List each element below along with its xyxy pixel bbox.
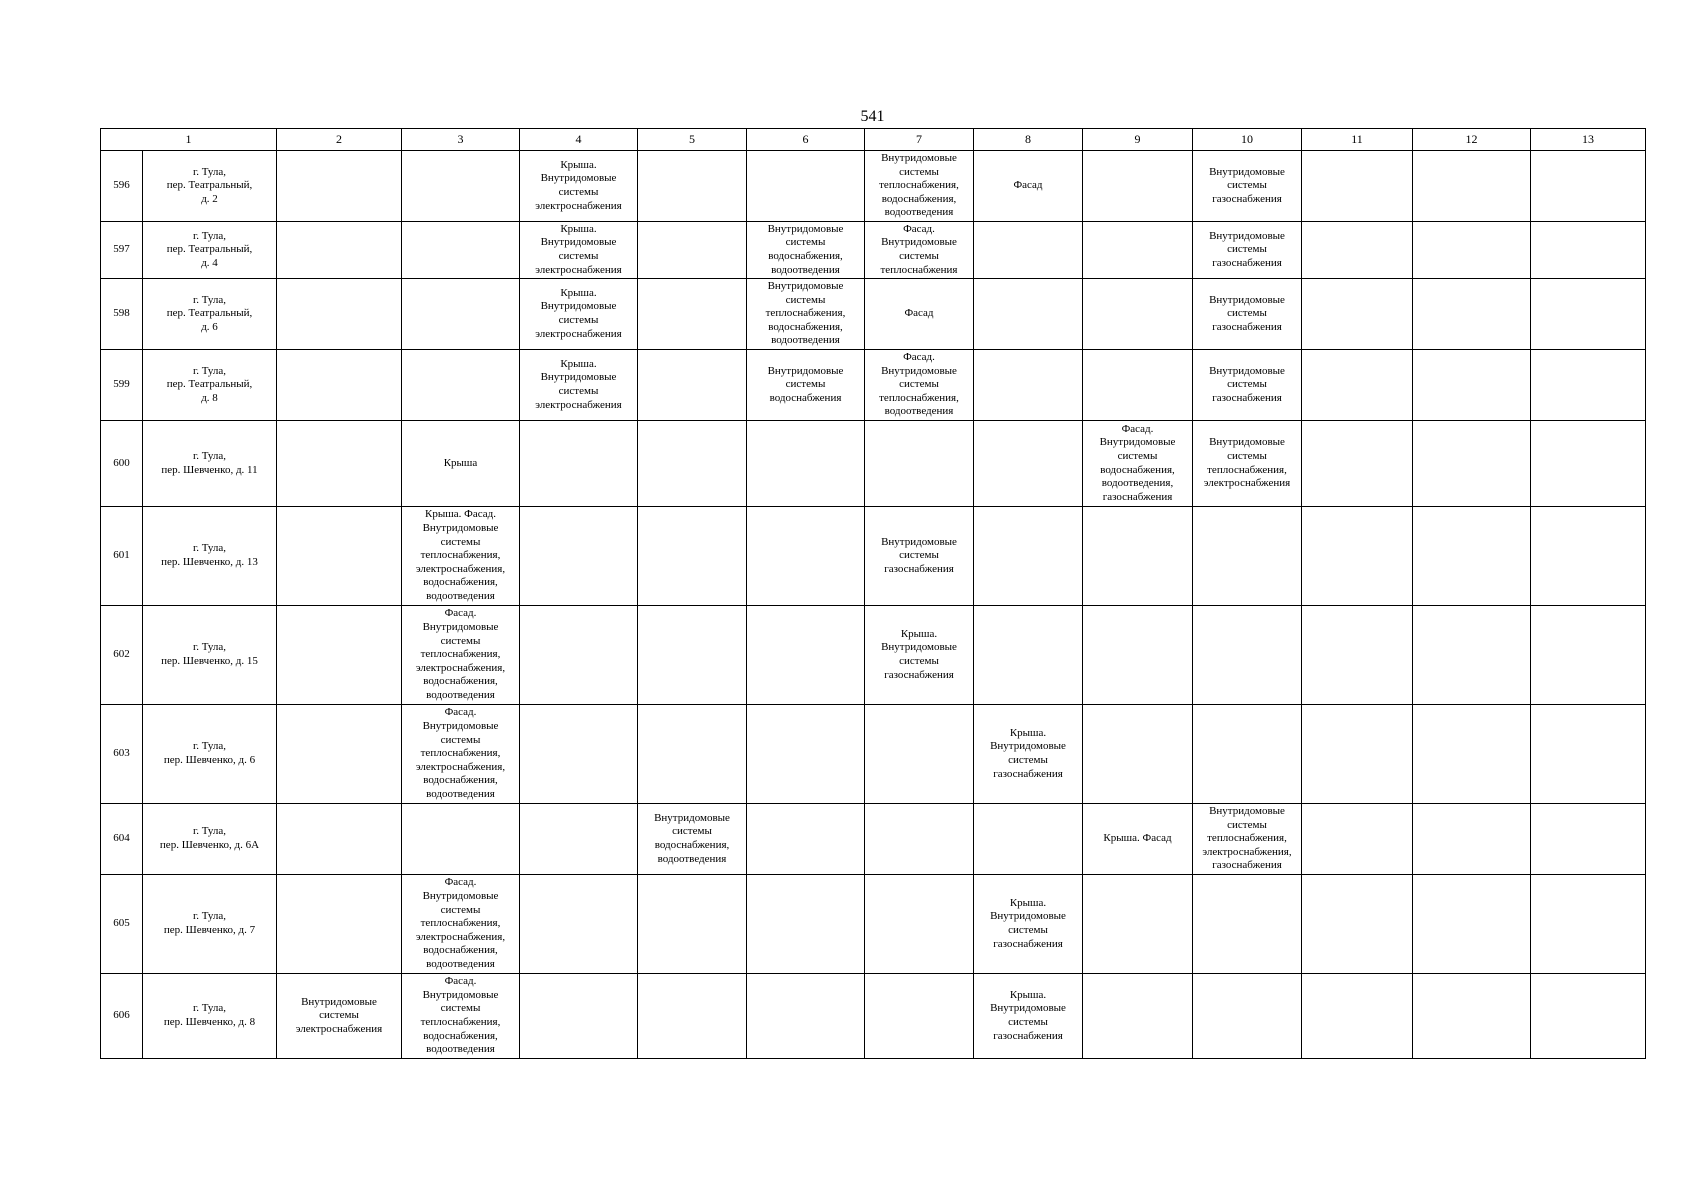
column-header: 9 xyxy=(1083,129,1193,151)
work-cell-col-12 xyxy=(1413,974,1531,1059)
repair-schedule-table xyxy=(100,128,1646,1059)
row-number: 598 xyxy=(101,279,143,350)
work-cell-col-7: Фасад. Внутридомовые системы теплоснабжения, водоотведения xyxy=(865,350,974,421)
work-cell-col-4: Крыша. Внутридомовые системы электроснабжения xyxy=(520,222,638,279)
work-cell-col-5: Внутридомовые системы водоснабжения, водоотведения xyxy=(638,804,747,875)
work-cell-col-4: Крыша. Внутридомовые системы электроснабжения xyxy=(520,279,638,350)
work-cell-col-3 xyxy=(402,151,520,222)
table-row xyxy=(101,606,1646,705)
work-cell-col-3: Крыша. Фасад. Внутридомовые системы теплоснабжения, электроснабжения, водоснабжения, водоотведения xyxy=(402,507,520,606)
work-cell-col-13 xyxy=(1531,507,1646,606)
work-cell-col-10: Внутридомовые системы газоснабжения xyxy=(1193,222,1302,279)
table-body xyxy=(101,151,1646,1059)
work-cell-col-8: Фасад xyxy=(974,151,1083,222)
work-cell-col-4 xyxy=(520,875,638,974)
table-row xyxy=(101,279,1646,350)
address-cell: г. Тула, пер. Шевченко, д. 13 xyxy=(143,507,277,606)
work-cell-col-10: Внутридомовые системы теплоснабжения, электроснабжения xyxy=(1193,421,1302,507)
work-cell-col-10: Внутридомовые системы газоснабжения xyxy=(1193,279,1302,350)
work-cell-col-8: Крыша. Внутридомовые системы газоснабжения xyxy=(974,974,1083,1059)
work-cell-col-7 xyxy=(865,705,974,804)
column-header: 7 xyxy=(865,129,974,151)
work-cell-col-2 xyxy=(277,606,402,705)
row-number: 599 xyxy=(101,350,143,421)
work-cell-col-11 xyxy=(1302,222,1413,279)
work-cell-col-3: Фасад. Внутридомовые системы теплоснабжения, электроснабжения, водоснабжения, водоотведения xyxy=(402,606,520,705)
table-row xyxy=(101,705,1646,804)
work-cell-col-13 xyxy=(1531,421,1646,507)
work-cell-col-11 xyxy=(1302,279,1413,350)
address-cell: г. Тула, пер. Шевченко, д. 8 xyxy=(143,974,277,1059)
table-row xyxy=(101,222,1646,279)
work-cell-col-12 xyxy=(1413,279,1531,350)
row-number: 600 xyxy=(101,421,143,507)
work-cell-col-5 xyxy=(638,507,747,606)
work-cell-col-12 xyxy=(1413,606,1531,705)
work-cell-col-5 xyxy=(638,606,747,705)
work-cell-col-7 xyxy=(865,804,974,875)
work-cell-col-10 xyxy=(1193,974,1302,1059)
work-cell-col-3: Фасад. Внутридомовые системы теплоснабжения, электроснабжения, водоснабжения, водоотведения xyxy=(402,875,520,974)
work-cell-col-2 xyxy=(277,705,402,804)
work-cell-col-2 xyxy=(277,875,402,974)
work-cell-col-6 xyxy=(747,705,865,804)
work-cell-col-13 xyxy=(1531,606,1646,705)
work-cell-col-3 xyxy=(402,222,520,279)
work-cell-col-9 xyxy=(1083,875,1193,974)
work-cell-col-7 xyxy=(865,974,974,1059)
work-cell-col-8 xyxy=(974,279,1083,350)
column-header: 3 xyxy=(402,129,520,151)
work-cell-col-9 xyxy=(1083,974,1193,1059)
work-cell-col-10 xyxy=(1193,507,1302,606)
work-cell-col-6 xyxy=(747,421,865,507)
work-cell-col-12 xyxy=(1413,222,1531,279)
work-cell-col-3 xyxy=(402,350,520,421)
work-cell-col-6 xyxy=(747,606,865,705)
work-cell-col-11 xyxy=(1302,606,1413,705)
work-cell-col-8: Крыша. Внутридомовые системы газоснабжения xyxy=(974,705,1083,804)
table-row xyxy=(101,804,1646,875)
work-cell-col-4 xyxy=(520,705,638,804)
work-cell-col-2 xyxy=(277,350,402,421)
work-cell-col-13 xyxy=(1531,151,1646,222)
work-cell-col-12 xyxy=(1413,151,1531,222)
address-cell: г. Тула, пер. Шевченко, д. 6 xyxy=(143,705,277,804)
table-row xyxy=(101,421,1646,507)
work-cell-col-12 xyxy=(1413,705,1531,804)
work-cell-col-12 xyxy=(1413,350,1531,421)
work-cell-col-10 xyxy=(1193,875,1302,974)
work-cell-col-3: Крыша xyxy=(402,421,520,507)
row-number: 596 xyxy=(101,151,143,222)
address-cell: г. Тула, пер. Шевченко, д. 6А xyxy=(143,804,277,875)
work-cell-col-3 xyxy=(402,804,520,875)
work-cell-col-4 xyxy=(520,421,638,507)
work-cell-col-10: Внутридомовые системы газоснабжения xyxy=(1193,151,1302,222)
work-cell-col-5 xyxy=(638,974,747,1059)
work-cell-col-10 xyxy=(1193,606,1302,705)
work-cell-col-8 xyxy=(974,804,1083,875)
row-number: 603 xyxy=(101,705,143,804)
column-header: 5 xyxy=(638,129,747,151)
address-cell: г. Тула, пер. Театральный, д. 8 xyxy=(143,350,277,421)
row-number: 605 xyxy=(101,875,143,974)
column-header: 4 xyxy=(520,129,638,151)
work-cell-col-5 xyxy=(638,350,747,421)
work-cell-col-6: Внутридомовые системы водоснабжения xyxy=(747,350,865,421)
row-number: 597 xyxy=(101,222,143,279)
work-cell-col-2 xyxy=(277,804,402,875)
work-cell-col-2 xyxy=(277,279,402,350)
work-cell-col-8 xyxy=(974,222,1083,279)
work-cell-col-11 xyxy=(1302,875,1413,974)
work-cell-col-13 xyxy=(1531,705,1646,804)
work-cell-col-12 xyxy=(1413,875,1531,974)
work-cell-col-7: Фасад xyxy=(865,279,974,350)
work-cell-col-10: Внутридомовые системы теплоснабжения, электроснабжения, газоснабжения xyxy=(1193,804,1302,875)
work-cell-col-8 xyxy=(974,606,1083,705)
page-number: 541 xyxy=(860,108,885,125)
work-cell-col-13 xyxy=(1531,974,1646,1059)
table-row xyxy=(101,350,1646,421)
work-cell-col-4 xyxy=(520,804,638,875)
column-header: 1 xyxy=(101,129,277,151)
work-cell-col-10: Внутридомовые системы газоснабжения xyxy=(1193,350,1302,421)
work-cell-col-5 xyxy=(638,151,747,222)
table-row xyxy=(101,974,1646,1059)
work-cell-col-2 xyxy=(277,222,402,279)
address-cell: г. Тула, пер. Шевченко, д. 7 xyxy=(143,875,277,974)
work-cell-col-12 xyxy=(1413,804,1531,875)
work-cell-col-5 xyxy=(638,279,747,350)
work-cell-col-4 xyxy=(520,606,638,705)
work-cell-col-3 xyxy=(402,279,520,350)
work-cell-col-13 xyxy=(1531,350,1646,421)
work-cell-col-9 xyxy=(1083,507,1193,606)
column-header: 11 xyxy=(1302,129,1413,151)
work-cell-col-13 xyxy=(1531,875,1646,974)
work-cell-col-7: Крыша. Внутридомовые системы газоснабжения xyxy=(865,606,974,705)
work-cell-col-9 xyxy=(1083,222,1193,279)
work-cell-col-3: Фасад. Внутридомовые системы теплоснабжения, водоснабжения, водоотведения xyxy=(402,974,520,1059)
table-row xyxy=(101,507,1646,606)
work-cell-col-10 xyxy=(1193,705,1302,804)
work-cell-col-9: Фасад. Внутридомовые системы водоснабжения, водоотведения, газоснабжения xyxy=(1083,421,1193,507)
work-cell-col-9 xyxy=(1083,606,1193,705)
address-cell: г. Тула, пер. Театральный, д. 4 xyxy=(143,222,277,279)
work-cell-col-2 xyxy=(277,507,402,606)
work-cell-col-11 xyxy=(1302,350,1413,421)
work-cell-col-2: Внутридомовые системы электроснабжения xyxy=(277,974,402,1059)
work-cell-col-8 xyxy=(974,507,1083,606)
work-cell-col-4 xyxy=(520,974,638,1059)
work-cell-col-7: Фасад. Внутридомовые системы теплоснабжения xyxy=(865,222,974,279)
work-cell-col-3: Фасад. Внутридомовые системы теплоснабжения, электроснабжения, водоснабжения, водоотведения xyxy=(402,705,520,804)
work-cell-col-11 xyxy=(1302,507,1413,606)
work-cell-col-7 xyxy=(865,421,974,507)
work-cell-col-8 xyxy=(974,421,1083,507)
work-cell-col-9 xyxy=(1083,279,1193,350)
column-header: 8 xyxy=(974,129,1083,151)
work-cell-col-2 xyxy=(277,151,402,222)
table-row xyxy=(101,151,1646,222)
work-cell-col-13 xyxy=(1531,804,1646,875)
work-cell-col-5 xyxy=(638,705,747,804)
work-cell-col-2 xyxy=(277,421,402,507)
column-header: 13 xyxy=(1531,129,1646,151)
work-cell-col-13 xyxy=(1531,279,1646,350)
column-header: 12 xyxy=(1413,129,1531,151)
work-cell-col-5 xyxy=(638,222,747,279)
work-cell-col-9 xyxy=(1083,350,1193,421)
row-number: 601 xyxy=(101,507,143,606)
work-cell-col-6 xyxy=(747,151,865,222)
work-cell-col-11 xyxy=(1302,804,1413,875)
address-cell: г. Тула, пер. Театральный, д. 2 xyxy=(143,151,277,222)
work-cell-col-6 xyxy=(747,974,865,1059)
work-cell-col-12 xyxy=(1413,507,1531,606)
work-cell-col-11 xyxy=(1302,705,1413,804)
address-cell: г. Тула, пер. Шевченко, д. 11 xyxy=(143,421,277,507)
row-number: 602 xyxy=(101,606,143,705)
work-cell-col-7: Внутридомовые системы газоснабжения xyxy=(865,507,974,606)
work-cell-col-6 xyxy=(747,875,865,974)
work-cell-col-11 xyxy=(1302,421,1413,507)
work-cell-col-9 xyxy=(1083,151,1193,222)
work-cell-col-4: Крыша. Внутридомовые системы электроснабжения xyxy=(520,151,638,222)
work-cell-col-6 xyxy=(747,507,865,606)
work-cell-col-6: Внутридомовые системы водоснабжения, водоотведения xyxy=(747,222,865,279)
address-cell: г. Тула, пер. Театральный, д. 6 xyxy=(143,279,277,350)
header-row xyxy=(101,129,1646,151)
work-cell-col-4: Крыша. Внутридомовые системы электроснабжения xyxy=(520,350,638,421)
table-row xyxy=(101,875,1646,974)
work-cell-col-4 xyxy=(520,507,638,606)
work-cell-col-6 xyxy=(747,804,865,875)
table-header xyxy=(101,129,1646,151)
column-header: 6 xyxy=(747,129,865,151)
work-cell-col-6: Внутридомовые системы теплоснабжения, водоснабжения, водоотведения xyxy=(747,279,865,350)
work-cell-col-5 xyxy=(638,875,747,974)
work-cell-col-8: Крыша. Внутридомовые системы газоснабжения xyxy=(974,875,1083,974)
work-cell-col-7 xyxy=(865,875,974,974)
work-cell-col-7: Внутридомовые системы теплоснабжения, водоснабжения, водоотведения xyxy=(865,151,974,222)
work-cell-col-9: Крыша. Фасад xyxy=(1083,804,1193,875)
work-cell-col-11 xyxy=(1302,151,1413,222)
work-cell-col-11 xyxy=(1302,974,1413,1059)
work-cell-col-13 xyxy=(1531,222,1646,279)
work-cell-col-5 xyxy=(638,421,747,507)
work-cell-col-8 xyxy=(974,350,1083,421)
row-number: 604 xyxy=(101,804,143,875)
address-cell: г. Тула, пер. Шевченко, д. 15 xyxy=(143,606,277,705)
work-cell-col-9 xyxy=(1083,705,1193,804)
row-number: 606 xyxy=(101,974,143,1059)
column-header: 2 xyxy=(277,129,402,151)
column-header: 10 xyxy=(1193,129,1302,151)
work-cell-col-12 xyxy=(1413,421,1531,507)
